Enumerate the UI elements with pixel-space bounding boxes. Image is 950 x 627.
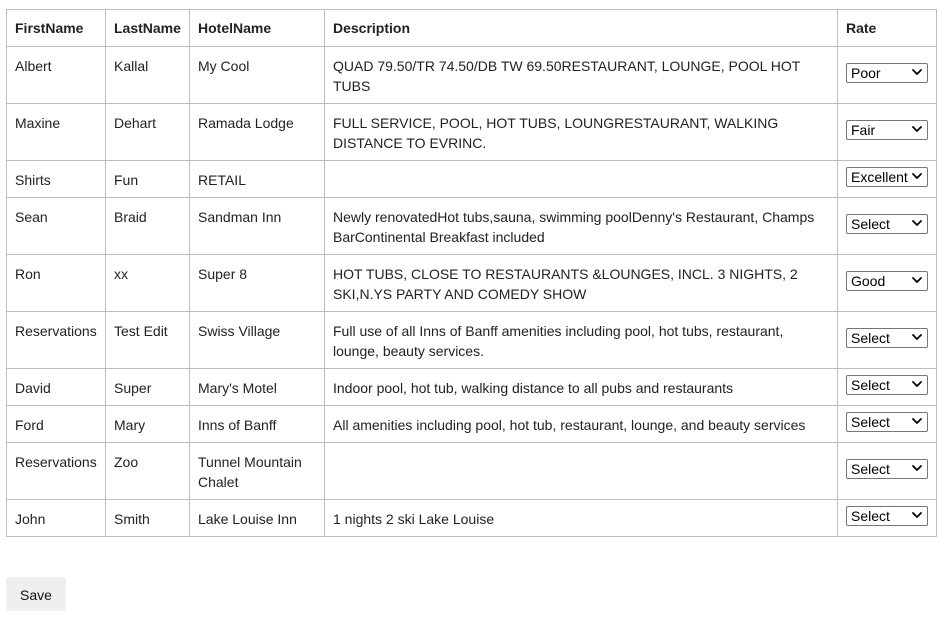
cell-first-name: Sean [7, 198, 106, 255]
cell-rate [838, 198, 937, 255]
rate-select-value: Select [851, 413, 890, 430]
cell-rate [838, 161, 937, 198]
cell-first-name: Ford [7, 406, 106, 443]
cell-first-name: John [7, 500, 106, 537]
rate-select-value: Select [851, 507, 890, 524]
cell-last-name: Test Edit [106, 312, 190, 369]
cell-description: FULL SERVICE, POOL, HOT TUBS, LOUNGRESTAURANT, WALKING DISTANCE TO EVRINC. [325, 104, 838, 161]
cell-description: All amenities including pool, hot tub, restaurant, lounge, and beauty services [325, 406, 838, 443]
cell-description: Indoor pool, hot tub, walking distance to all pubs and restaurants [325, 369, 838, 406]
chevron-down-icon [910, 65, 924, 79]
rate-select-value: Good [851, 272, 886, 289]
cell-description [325, 161, 838, 198]
cell-hotel-name: Super 8 [190, 255, 325, 312]
cell-first-name: Albert [7, 47, 106, 104]
rate-select[interactable] [846, 63, 928, 83]
rate-select-value: Select [851, 329, 890, 346]
cell-rate [838, 500, 937, 537]
rate-select[interactable] [846, 375, 928, 395]
chevron-down-icon [910, 122, 924, 136]
cell-description [325, 443, 838, 500]
cell-last-name: Smith [106, 500, 190, 537]
table-row [7, 104, 937, 161]
chevron-down-icon [910, 330, 924, 344]
chevron-down-icon [910, 414, 924, 428]
cell-hotel-name: Lake Louise Inn [190, 500, 325, 537]
cell-first-name: Ron [7, 255, 106, 312]
cell-first-name: Reservations [7, 312, 106, 369]
cell-first-name: Reservations [7, 443, 106, 500]
cell-hotel-name: Swiss Village [190, 312, 325, 369]
chevron-down-icon [910, 169, 924, 183]
table-header-row [7, 10, 937, 47]
table-row [7, 255, 937, 312]
cell-description: HOT TUBS, CLOSE TO RESTAURANTS &LOUNGES, INCL. 3 NIGHTS, 2 SKI,N.YS PARTY AND COMEDY SHOW [325, 255, 838, 312]
table-row [7, 500, 937, 537]
cell-rate [838, 47, 937, 104]
chevron-down-icon [910, 216, 924, 230]
chevron-down-icon [910, 273, 924, 287]
rate-select-value: Select [851, 460, 890, 477]
rate-select-value: Fair [851, 121, 876, 138]
cell-last-name: xx [106, 255, 190, 312]
header-first-name: FirstName [7, 10, 106, 47]
cell-description: Newly renovatedHot tubs,sauna, swimming poolDenny's Restaurant, Champs BarContinental Breakfast included [325, 198, 838, 255]
rate-select[interactable] [846, 214, 928, 234]
cell-first-name: Shirts [7, 161, 106, 198]
cell-hotel-name: Inns of Banff [190, 406, 325, 443]
table-row [7, 369, 937, 406]
cell-rate [838, 369, 937, 406]
rate-select[interactable] [846, 271, 928, 291]
rate-select[interactable] [846, 120, 928, 140]
cell-rate [838, 104, 937, 161]
chevron-down-icon [910, 508, 924, 522]
table-row [7, 198, 937, 255]
rate-select[interactable] [846, 328, 928, 348]
table-row [7, 406, 937, 443]
cell-hotel-name: RETAIL [190, 161, 325, 198]
rate-select[interactable] [846, 412, 928, 432]
cell-last-name: Zoo [106, 443, 190, 500]
cell-last-name: Super [106, 369, 190, 406]
header-hotel-name: HotelName [190, 10, 325, 47]
rate-select[interactable] [846, 506, 928, 526]
cell-description: 1 nights 2 ski Lake Louise [325, 500, 838, 537]
table-row [7, 443, 937, 500]
cell-hotel-name: Tunnel Mountain Chalet [190, 443, 325, 500]
header-last-name: LastName [106, 10, 190, 47]
rate-select-value: Select [851, 376, 890, 393]
rate-select[interactable] [846, 459, 928, 479]
chevron-down-icon [910, 377, 924, 391]
cell-first-name: David [7, 369, 106, 406]
rate-select[interactable] [846, 167, 928, 187]
cell-last-name: Braid [106, 198, 190, 255]
cell-last-name: Mary [106, 406, 190, 443]
chevron-down-icon [910, 461, 924, 475]
cell-rate [838, 443, 937, 500]
cell-rate [838, 406, 937, 443]
save-button[interactable]: Save [6, 577, 66, 611]
cell-rate [838, 255, 937, 312]
rate-select-value: Excellent [851, 168, 908, 185]
hotel-table-container [6, 9, 937, 537]
header-rate: Rate [838, 10, 937, 47]
cell-hotel-name: Mary's Motel [190, 369, 325, 406]
cell-description: QUAD 79.50/TR 74.50/DB TW 69.50RESTAURANT, LOUNGE, POOL HOT TUBS [325, 47, 838, 104]
table-row [7, 161, 937, 198]
hotel-table [6, 9, 937, 537]
rate-select-value: Poor [851, 64, 881, 81]
header-description: Description [325, 10, 838, 47]
cell-hotel-name: Sandman Inn [190, 198, 325, 255]
cell-last-name: Kallal [106, 47, 190, 104]
cell-first-name: Maxine [7, 104, 106, 161]
cell-description: Full use of all Inns of Banff amenities including pool, hot tubs, restaurant, lounge, beauty services. [325, 312, 838, 369]
table-row [7, 312, 937, 369]
table-row [7, 47, 937, 104]
rate-select-value: Select [851, 215, 890, 232]
cell-last-name: Fun [106, 161, 190, 198]
cell-last-name: Dehart [106, 104, 190, 161]
cell-hotel-name: My Cool [190, 47, 325, 104]
cell-rate [838, 312, 937, 369]
cell-hotel-name: Ramada Lodge [190, 104, 325, 161]
